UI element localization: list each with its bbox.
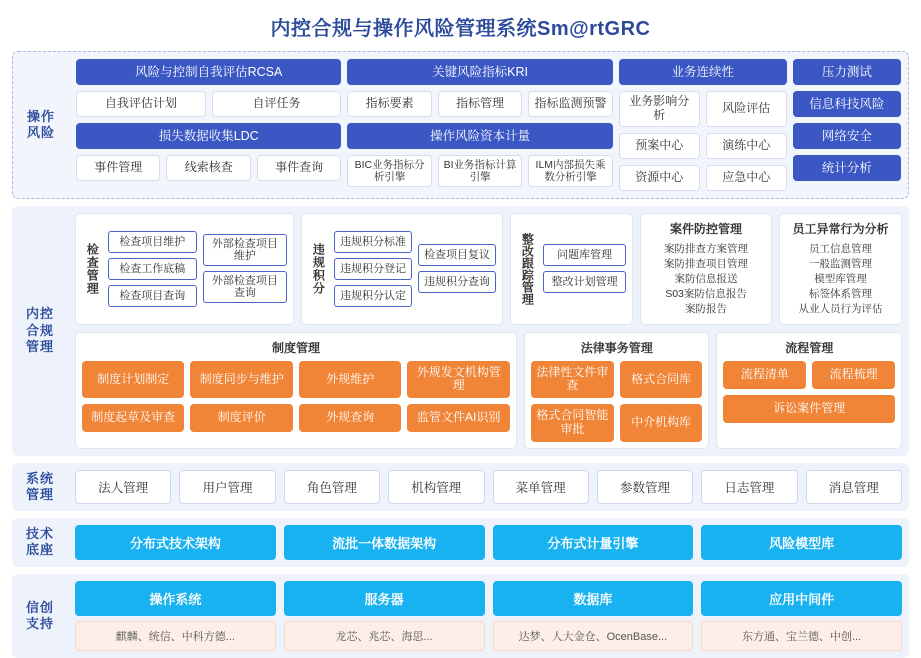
violation-points-panel bbox=[301, 213, 503, 325]
external-issuer-manage[interactable]: 外规发文机构管理 bbox=[407, 361, 510, 399]
ldc-clue-check[interactable]: 线索核查 bbox=[166, 155, 250, 181]
server-column bbox=[284, 581, 485, 651]
external-check-item-maintain[interactable]: 外部检查项目维护 bbox=[203, 234, 287, 266]
operating-system[interactable]: 操作系统 bbox=[75, 581, 276, 616]
it-risk[interactable]: 信息科技风险 bbox=[793, 91, 901, 117]
internal-control-body bbox=[68, 206, 909, 456]
intermediary-library[interactable]: 中介机构库 bbox=[620, 404, 703, 442]
internal-control-label: 内控 合规 管理 bbox=[25, 306, 54, 354]
list-item[interactable]: 一般监测管理 bbox=[808, 257, 872, 270]
employee-behavior-list bbox=[786, 242, 895, 318]
policy-draft-review[interactable]: 制度起草及审查 bbox=[82, 404, 184, 432]
xc-support-band bbox=[12, 574, 909, 658]
os-column bbox=[75, 581, 276, 651]
legal-affairs-title: 法律事务管理 bbox=[580, 340, 653, 355]
server-vendors: 龙芯、兆芯、海思... bbox=[284, 621, 485, 651]
check-item-maintain[interactable]: 检查项目维护 bbox=[108, 231, 197, 253]
policy-plan[interactable]: 制度计划制定 bbox=[82, 361, 184, 399]
network-security[interactable]: 网络安全 bbox=[793, 123, 901, 149]
tech-base-band bbox=[12, 518, 909, 567]
kri-element[interactable]: 指标要素 bbox=[347, 91, 431, 117]
bcm-plan-center[interactable]: 预案中心 bbox=[619, 133, 700, 159]
system-management-row-body bbox=[68, 463, 909, 511]
list-item[interactable]: 标签体系管理 bbox=[808, 288, 872, 301]
problem-library[interactable]: 问题库管理 bbox=[543, 244, 626, 266]
bcm-bia[interactable]: 业务影响分析 bbox=[619, 91, 700, 127]
distributed-measurement-engine[interactable]: 分布式计量引擎 bbox=[493, 525, 694, 560]
regulatory-ai-recognition[interactable]: 监管文件AI识别 bbox=[407, 404, 510, 432]
standard-contract-library[interactable]: 格式合同库 bbox=[620, 361, 703, 399]
legal-affairs-panel bbox=[524, 332, 710, 449]
list-item[interactable]: 案防排查方案管理 bbox=[664, 242, 749, 255]
rcsa-plan[interactable]: 自我评估计划 bbox=[76, 91, 206, 117]
middleware-vendors: 东方通、宝兰德、中创... bbox=[701, 621, 902, 651]
ldc-event-query[interactable]: 事件查询 bbox=[257, 155, 341, 181]
tech-base-body bbox=[68, 518, 909, 567]
op-capital-header[interactable]: 操作风险资本计量 bbox=[347, 123, 612, 149]
application-middleware[interactable]: 应用中间件 bbox=[701, 581, 902, 616]
process-management-panel bbox=[716, 332, 902, 449]
log-management[interactable]: 日志管理 bbox=[701, 470, 797, 504]
bi-engine[interactable]: BI业务指标计算引擎 bbox=[438, 155, 522, 187]
list-item[interactable]: S03案防信息报告 bbox=[665, 288, 747, 301]
check-management-panel bbox=[75, 213, 294, 325]
violation-points-query[interactable]: 违规积分查询 bbox=[418, 271, 496, 293]
system-management-panel bbox=[75, 332, 517, 449]
ilm-engine[interactable]: ILM内部损失乘数分析引擎 bbox=[528, 155, 612, 187]
page-title: 内控合规与操作风险管理系统Sm@rtGRC bbox=[270, 18, 651, 40]
violation-register[interactable]: 违规积分登记 bbox=[334, 258, 412, 280]
kri-column bbox=[347, 59, 612, 191]
stress-test[interactable]: 压力测试 bbox=[793, 59, 901, 85]
statistics-analysis[interactable]: 统计分析 bbox=[793, 155, 901, 181]
rectification-label: 整改跟踪管理 bbox=[520, 232, 535, 305]
system-management-label: 系统 管理 bbox=[25, 470, 54, 502]
rcsa-header[interactable]: 风险与控制自我评估RCSA bbox=[76, 59, 341, 85]
case-prevention-list bbox=[647, 242, 765, 318]
bcm-emergency-center[interactable]: 应急中心 bbox=[706, 165, 787, 191]
distributed-tech-architecture[interactable]: 分布式技术架构 bbox=[75, 525, 276, 560]
list-item[interactable]: 员工信息管理 bbox=[808, 242, 872, 255]
check-item-review[interactable]: 检查项目复议 bbox=[418, 244, 496, 266]
stream-batch-data-architecture[interactable]: 流批一体数据架构 bbox=[284, 525, 485, 560]
standard-contract-ai-approval[interactable]: 格式合同智能审批 bbox=[531, 404, 614, 442]
violation-standard[interactable]: 违规积分标准 bbox=[334, 231, 412, 253]
database-vendors: 达梦、人大金仓、OcenBase... bbox=[493, 621, 694, 651]
check-management-label: 检查管理 bbox=[85, 242, 100, 295]
process-management-title: 流程管理 bbox=[785, 340, 834, 355]
database[interactable]: 数据库 bbox=[493, 581, 694, 616]
violation-points-label: 违规积分 bbox=[311, 242, 326, 295]
operating-system-vendors: 麒麟、统信、中科方德... bbox=[75, 621, 276, 651]
ldc-event-manage[interactable]: 事件管理 bbox=[76, 155, 160, 181]
user-management[interactable]: 用户管理 bbox=[179, 470, 275, 504]
external-rule-query[interactable]: 外规查询 bbox=[299, 404, 401, 432]
risk-model-library[interactable]: 风险模型库 bbox=[701, 525, 902, 560]
case-prevention-panel bbox=[640, 213, 772, 325]
process-list[interactable]: 流程清单 bbox=[723, 361, 806, 389]
message-management[interactable]: 消息管理 bbox=[806, 470, 902, 504]
org-management[interactable]: 机构管理 bbox=[388, 470, 484, 504]
check-workpaper[interactable]: 检查工作底稿 bbox=[108, 258, 197, 280]
case-prevention-title: 案件防控管理 bbox=[670, 221, 743, 236]
litigation-case-management[interactable]: 诉讼案件管理 bbox=[723, 395, 895, 423]
list-item[interactable]: 模型库管理 bbox=[814, 273, 867, 286]
bic-engine[interactable]: BIC业务指标分析引擎 bbox=[347, 155, 431, 187]
list-item[interactable]: 从业人员行为评估 bbox=[798, 303, 883, 316]
middleware-column bbox=[701, 581, 902, 651]
menu-management[interactable]: 菜单管理 bbox=[493, 470, 589, 504]
kri-manage[interactable]: 指标管理 bbox=[438, 91, 522, 117]
employee-behavior-panel bbox=[779, 213, 902, 325]
process-sorting[interactable]: 流程梳理 bbox=[812, 361, 895, 389]
legal-doc-review[interactable]: 法律性文件审查 bbox=[531, 361, 614, 399]
policy-evaluation[interactable]: 制度评价 bbox=[190, 404, 293, 432]
list-item[interactable]: 案防排查项目管理 bbox=[664, 257, 749, 270]
bcm-drill-center[interactable]: 演练中心 bbox=[706, 133, 787, 159]
ldc-header[interactable]: 损失数据收集LDC bbox=[76, 123, 341, 149]
parameter-management[interactable]: 参数管理 bbox=[597, 470, 693, 504]
violation-confirm[interactable]: 违规积分认定 bbox=[334, 285, 412, 307]
bcm-column bbox=[619, 59, 787, 191]
database-column bbox=[493, 581, 694, 651]
bcm-risk-assess[interactable]: 风险评估 bbox=[706, 91, 787, 127]
bcm-header[interactable]: 业务连续性 bbox=[619, 59, 787, 85]
xc-support-body bbox=[68, 574, 909, 658]
bcm-resource-center[interactable]: 资源中心 bbox=[619, 165, 700, 191]
role-management[interactable]: 角色管理 bbox=[284, 470, 380, 504]
tech-base-label: 技术 底座 bbox=[25, 526, 54, 558]
policy-sync-maintain[interactable]: 制度同步与维护 bbox=[190, 361, 293, 399]
list-item[interactable]: 案防信息报送 bbox=[674, 273, 738, 286]
employee-behavior-title: 员工异常行为分析 bbox=[792, 221, 889, 236]
external-check-item-query[interactable]: 外部检查项目查询 bbox=[203, 271, 287, 303]
system-management-band bbox=[12, 463, 909, 511]
rcsa-column bbox=[76, 59, 341, 191]
extra-column bbox=[793, 59, 901, 191]
internal-control-band bbox=[12, 206, 909, 456]
server[interactable]: 服务器 bbox=[284, 581, 485, 616]
kri-monitor-alert[interactable]: 指标监测预警 bbox=[528, 91, 612, 117]
external-rule-maintain[interactable]: 外规维护 bbox=[299, 361, 401, 399]
kri-header[interactable]: 关键风险指标KRI bbox=[347, 59, 612, 85]
operational-risk-label: 操作 风险 bbox=[26, 108, 55, 140]
rectification-plan[interactable]: 整改计划管理 bbox=[543, 271, 626, 293]
check-item-query[interactable]: 检查项目查询 bbox=[108, 285, 197, 307]
rectification-panel bbox=[510, 213, 633, 325]
operational-risk-body bbox=[69, 52, 908, 198]
legal-entity-management[interactable]: 法人管理 bbox=[75, 470, 171, 504]
system-management-title: 制度管理 bbox=[271, 340, 320, 355]
rcsa-task[interactable]: 自评任务 bbox=[212, 91, 342, 117]
list-item[interactable]: 案防报告 bbox=[685, 303, 728, 316]
operational-risk-band bbox=[12, 51, 909, 199]
xc-support-label: 信创 支持 bbox=[25, 599, 54, 631]
